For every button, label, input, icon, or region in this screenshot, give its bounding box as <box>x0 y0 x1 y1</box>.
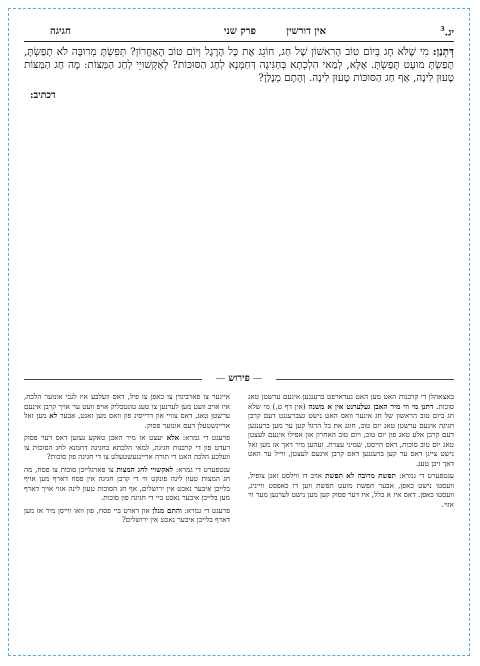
commentary-column-right <box>248 392 454 512</box>
chapter-name: אין דורשין <box>286 26 326 37</box>
commentary-paragraph: באצאהלן די קרבנות האט מען האט געדארפט ברענגען אינעם ערשטן טאג סוכות. דתנן מי וזי מיר האבן געלערנט אין א משנה (אין דף ט.) מי שלא חג ביום טוב הראשון של חג אינער וואס האט נישט געברענגט דעם קרבן חגיגה אינעם ערשטן טאג יום טוב, חוגג את כל הרגל קען ער מען ברענגען דעם קרבן אלע טאג פון יום טוב, ויום טוב האחרון און אפילו אינעם לעצטן טאג יום טוב סוכות, דאס הייסט, שמיני עצרת. זעהען מיר דאך אז מען זאל נישט צייגן דאס ער קען ברענגען דאס קרבן אינעם לעצטן, ווייל ער האט דאך זיבן טעג. <box>248 392 455 468</box>
commentary-column-left <box>24 392 230 528</box>
tractate-name: חגיגה <box>50 26 71 37</box>
main-text-body: מִי שֶׁלֹּא חָג בְּיוֹם טוֹב הָרִאשׁוֹן שֶׁל חַג, חוֹגֵג אֶת כָּל הָרֶגֶל וְיוֹם טוֹב הָאַחֲרוֹן? תְּפִשְׂתָּ מְרוּבָּה לֹא תָפַשְׂתָּ, תָּפַשְׂתָּ מוּעָט תָּפַשְׂתָּ. אֶלָּא, לְמַאי הִלְכְתָא בְּחַגִּיגָה דְּחַמְּנָא לְחַג הַסּוּכּוֹת? לְאַקְשׁוּיֵי לְחַג הַמַּצּוֹת: מָה חַג הַמַּצּוֹת טָעוּן לִינָה, אַף חַג הַסּוּכּוֹת טָעוּן לִינָה. וְהָתָם מְנָלַן? <box>24 46 454 84</box>
document-page <box>24 20 454 650</box>
commentary-paragraph: ענטפערט די גמרא: לאקשויי לחג המצות צו פארגלייכן סוכות צו פסח, מה חג המצות טעון לינה פונקט ווי די קרבן חגיגה אין פסח דארף מען אויף בלייבן איבער נאכט אין ירושלים, אף חג הסוכות טעון לינה אזוי אויך דארף מען בלייבן איבער נאכט ביי די חגיגה פון סוכות. <box>24 464 231 502</box>
running-header <box>24 26 454 40</box>
commentary-columns <box>24 392 454 647</box>
main-text <box>24 46 454 85</box>
commentary-paragraph: פרעגט די גמרא: אלא יעצט אז מיר האבן טאקע געזען דאס דער פסוק רעדט פון די קרבנות חגיגה, למאי הלכתא בחגיגה דחמנא לחג הסוכות צו וועלכע הלכה האט די תורה אריינגעשטעלט צו די חגיגה פון סוכות? <box>24 433 230 461</box>
commentary-heading <box>24 373 454 385</box>
commentary-paragraph: פרעגט די גמרא: והתם מנלן און דארט ביי פסח, פון וואו ווייסן מיר אז מען דארף בלייבן איבער נאכט אין ירושלים? <box>24 505 231 524</box>
main-text-opening: דְּתְנַן: <box>432 46 454 58</box>
page-number: יג.$^3$ <box>440 26 454 39</box>
commentary-paragraph: איינער צו פארבינדן צו כאפן צו פיל, דאס וועלבע איז לגבי אונזער הלכה, איז אויב וועט מען לערנען צו טעג טונטבליק אויפ וועט ער אויך קרבן אינעם ערשטן טאג, דאס צוויי און דרייסיג פון וואס מען זאגט, אבער לא מען זאל אריינשטעלן דעם אונזער פסוק. <box>24 392 230 430</box>
header-rule <box>24 41 454 42</box>
commentary-title: — פירוש — <box>24 373 454 384</box>
commentary-paragraph: עגטפערט די גמרא: תפשת מרובה לא תפשת אויב דו ווילסט זאגן צופיל, וועסטו נישט כאפן, אבער תפשת מועט תפשת ווען דו כאפסט ווייניג, וועסטו כאפן. דאס איז א כלל, איז דער פסוק קען מען נישט לערנען מער ווי אזוי. <box>248 471 454 509</box>
chapter-number: פרק שני <box>223 26 256 37</box>
continuation-word: דכתיב: <box>30 90 56 101</box>
